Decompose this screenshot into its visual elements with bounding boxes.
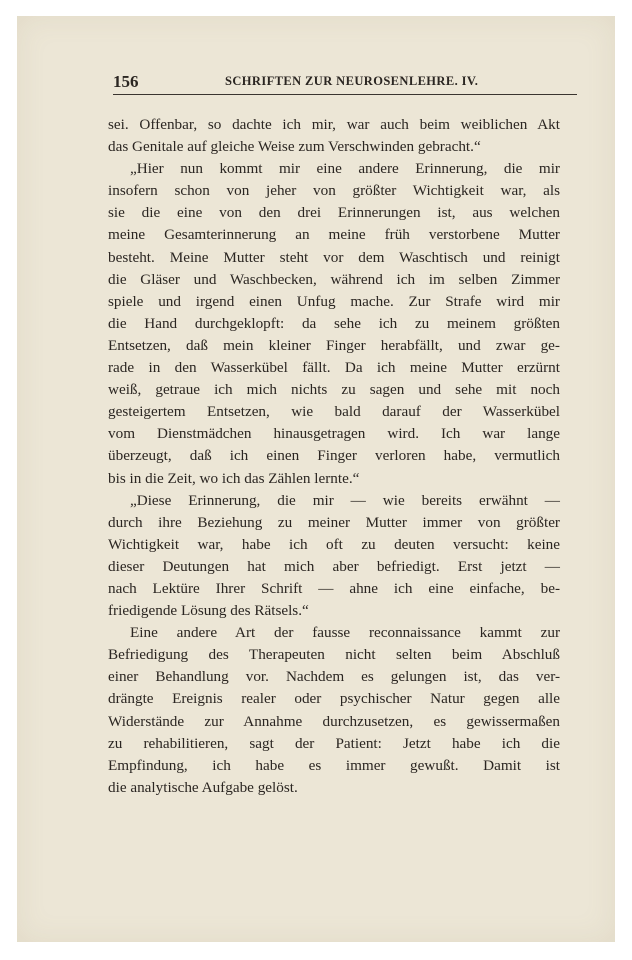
text-line: einer Behandlung vor. Nachdem es gelungen ist, das ver- [108, 668, 560, 686]
page-number: 156 [113, 72, 139, 91]
text-line: vom Dienstmädchen hinausgetragen wird. Ich war lange [108, 425, 560, 443]
page-header [113, 72, 577, 95]
body-text [108, 114, 560, 799]
text-line: Entsetzen, daß mein kleiner Finger herabfällt, und zwar ge- [108, 336, 560, 354]
text-line: Wichtigkeit war, habe ich oft zu deuten versucht: keine [108, 535, 560, 553]
text-line: besteht. Meine Mutter steht vor dem Waschtisch und reinigt [108, 248, 560, 266]
text-line: durch ihre Beziehung zu meiner Mutter immer von größter [108, 513, 560, 531]
text-line: nach Lektüre Ihrer Schrift — ahne ich eine einfache, be- [108, 579, 560, 597]
text-line: sie die eine von den drei Erinnerungen ist, aus welchen [108, 204, 560, 222]
text-line: Eine andere Art der fausse reconnaissance kammt zur [130, 624, 560, 642]
text-line: meine Gesamterinnerung an meine früh verstorbene Mutter [108, 226, 560, 244]
text-line: die analytische Aufgabe gelöst. [108, 778, 298, 796]
text-line: dieser Deutungen hat mich aber befriedigt. Erst jetzt — [108, 557, 560, 575]
text-line: zu rehabilitieren, sagt der Patient: Jetzt habe ich die [108, 734, 560, 752]
text-line: rade in den Wasserkübel fällt. Da ich meine Mutter erzürnt [108, 359, 560, 377]
text-line: weiß, getraue ich mich nichts zu sagen und sehe mit noch [108, 381, 560, 399]
text-line: spiele und irgend einen Unfug mache. Zur Strafe wird mir [108, 292, 560, 310]
running-title: SCHRIFTEN ZUR NEUROSENLEHRE. IV. [225, 74, 479, 88]
text-line: die Gläser und Waschbecken, während ich im selben Zimmer [108, 270, 560, 288]
text-line: gesteigertem Entsetzen, wie bald darauf der Wasserkübel [108, 403, 560, 421]
text-line: Widerstände zur Annahme durchzusetzen, es gewissermaßen [108, 712, 560, 730]
text-line: Befriedigung des Therapeuten nicht selten beim Abschluß [108, 646, 560, 664]
text-line: „Diese Erinnerung, die mir — wie bereits erwähnt — [130, 491, 560, 509]
text-line: überzeugt, daß ich einen Finger verloren habe, vermutlich [108, 447, 560, 465]
text-line: das Genitale auf gleiche Weise zum Verschwinden gebracht.“ [108, 138, 481, 156]
text-line: sei. Offenbar, so dachte ich mir, war auch beim weiblichen Akt [108, 116, 560, 133]
text-line: drängte Ereignis realer oder psychischer Natur gegen alle [108, 690, 560, 708]
text-line: „Hier nun kommt mir eine andere Erinnerung, die mir [130, 160, 560, 178]
text-line: insofern schon von jeher von größter Wichtigkeit war, als [108, 182, 560, 200]
text-line: die Hand durchgeklopft: da sehe ich zu meinem größten [108, 314, 560, 332]
text-line: friedigende Lösung des Rätsels.“ [108, 602, 309, 620]
text-line: bis in die Zeit, wo ich das Zählen lernte.“ [108, 469, 360, 487]
text-line: Empfindung, ich habe es immer gewußt. Damit ist [108, 756, 560, 774]
